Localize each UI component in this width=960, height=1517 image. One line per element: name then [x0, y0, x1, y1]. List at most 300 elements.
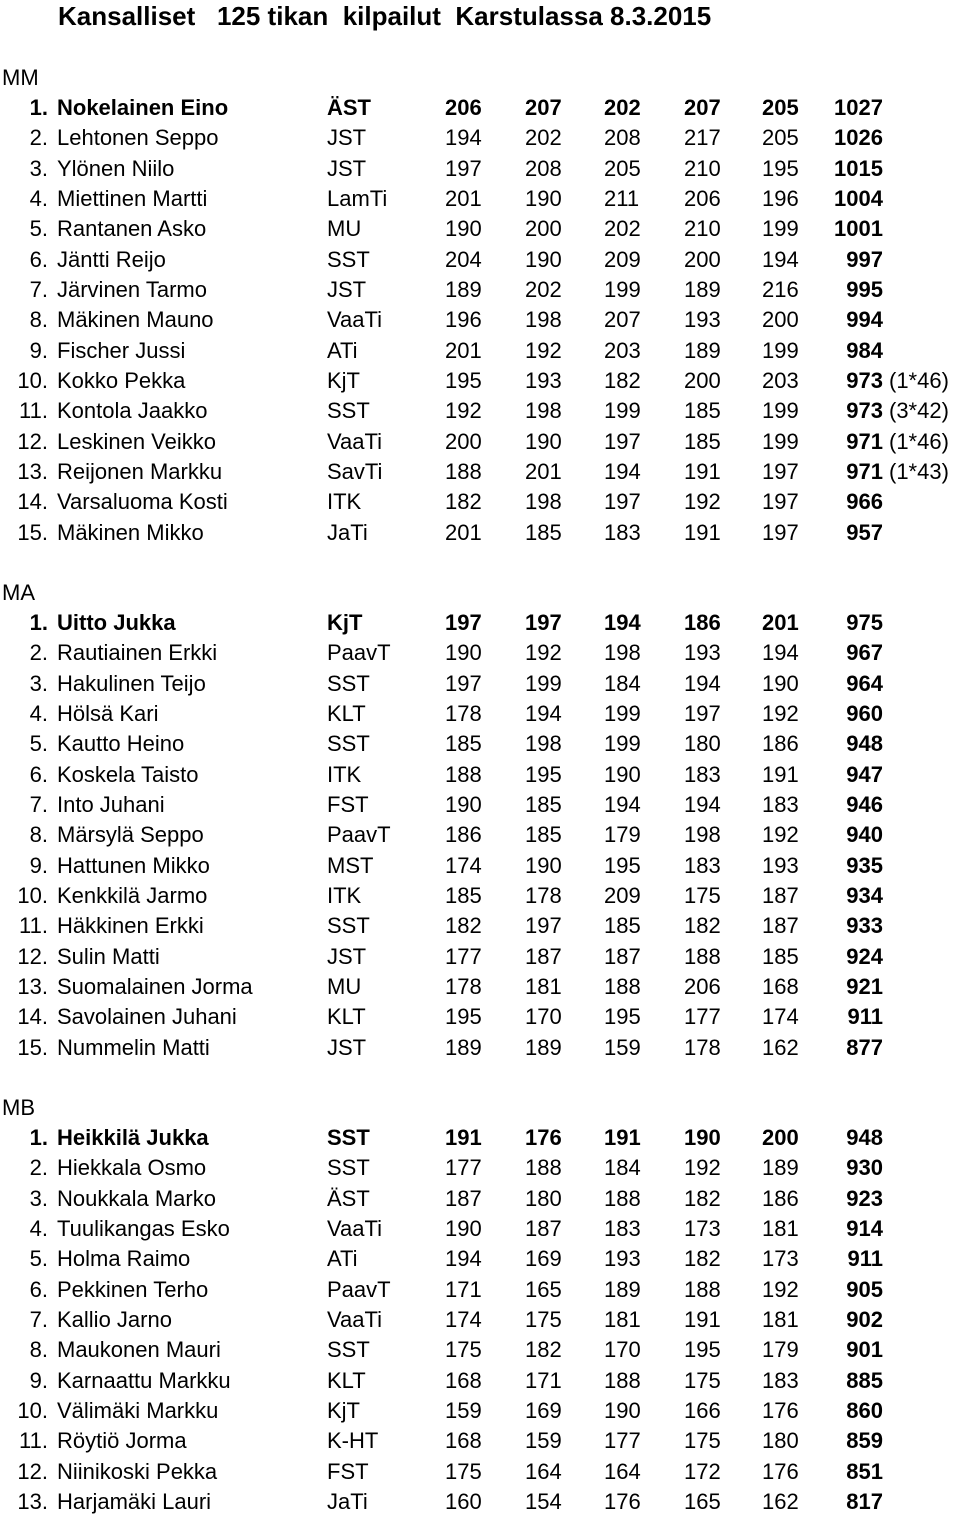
club-cell: ITK [327, 489, 362, 515]
total-cell: 948 [846, 731, 883, 757]
name-cell: Kenkkilä Jarmo [57, 883, 208, 908]
name-cell: Mäkinen Mikko [57, 519, 204, 545]
score-cell: 188 [525, 1155, 562, 1181]
score-cell: 179 [762, 1337, 799, 1363]
name-cell: Tuulikangas Esko [57, 1216, 230, 1241]
score-cell: 205 [762, 95, 799, 120]
score-cell: 185 [684, 398, 721, 424]
club-cell: ATi [327, 1246, 358, 1272]
result-row [0, 1123, 960, 1153]
score-cell: 186 [445, 822, 482, 848]
score-cell: 201 [445, 337, 482, 363]
score-cell: 190 [762, 670, 799, 696]
result-row [0, 427, 960, 457]
score-cell: 199 [604, 398, 641, 424]
name-cell: Märsylä Seppo [57, 822, 204, 848]
total-cell: 973 [846, 368, 883, 393]
score-cell: 183 [762, 1367, 799, 1393]
name-cell: Holma Raimo [57, 1246, 191, 1272]
score-cell: 206 [445, 95, 482, 120]
score-cell: 195 [762, 155, 799, 181]
score-cell: 190 [525, 852, 562, 878]
score-cell: 178 [525, 883, 562, 908]
score-cell: 187 [604, 943, 641, 969]
score-cell: 192 [684, 1155, 721, 1181]
score-cell: 200 [762, 307, 799, 333]
total-cell: 933 [846, 913, 883, 939]
score-cell: 200 [684, 246, 721, 272]
score-cell: 162 [762, 1034, 799, 1060]
tiebreak-note: (1*46) [889, 428, 949, 454]
result-row [0, 760, 960, 790]
score-cell: 188 [445, 459, 482, 484]
result-row [0, 396, 960, 426]
score-cell: 198 [525, 489, 562, 515]
score-cell: 196 [762, 186, 799, 211]
score-cell: 186 [762, 1185, 799, 1211]
score-cell: 209 [604, 246, 641, 272]
score-cell: 191 [445, 1125, 482, 1150]
score-cell: 170 [525, 1004, 562, 1030]
class-heading: MB [2, 1095, 35, 1120]
club-cell: ÄST [327, 95, 371, 120]
class-heading: MM [2, 65, 39, 90]
score-cell: 170 [604, 1337, 641, 1363]
score-cell: 187 [762, 883, 799, 908]
result-row [0, 457, 960, 487]
score-cell: 162 [762, 1489, 799, 1514]
score-cell: 189 [525, 1034, 562, 1060]
score-cell: 177 [445, 1155, 482, 1181]
score-cell: 176 [762, 1458, 799, 1484]
total-cell: 923 [846, 1185, 883, 1211]
score-cell: 187 [762, 913, 799, 939]
name-cell: Into Juhani [57, 792, 165, 817]
result-row [0, 820, 960, 850]
club-cell: MU [327, 216, 362, 242]
result-row [0, 1426, 960, 1456]
score-cell: 169 [525, 1246, 562, 1272]
rank-cell: 2. [29, 125, 48, 151]
club-cell: SST [327, 1125, 370, 1150]
score-cell: 202 [604, 216, 641, 242]
total-cell: 971 [846, 459, 883, 484]
score-cell: 164 [604, 1458, 641, 1484]
total-cell: 960 [846, 701, 883, 726]
total-cell: 1004 [834, 186, 883, 211]
club-cell: JST [327, 943, 367, 969]
club-cell: JaTi [327, 519, 368, 545]
score-cell: 185 [445, 883, 482, 908]
score-cell: 197 [445, 155, 482, 181]
name-cell: Häkkinen Erkki [57, 913, 204, 939]
club-cell: SST [327, 913, 370, 939]
score-cell: 175 [684, 1367, 721, 1393]
score-cell: 189 [445, 277, 482, 302]
club-cell: SST [327, 670, 370, 696]
result-row [0, 911, 960, 941]
score-cell: 197 [525, 913, 562, 939]
score-cell: 185 [762, 943, 799, 969]
name-cell: Maukonen Mauri [57, 1337, 221, 1363]
total-cell: 946 [846, 792, 883, 817]
total-cell: 995 [846, 277, 883, 302]
score-cell: 185 [525, 822, 562, 848]
score-cell: 187 [525, 943, 562, 969]
result-row [0, 1002, 960, 1032]
score-cell: 172 [684, 1458, 721, 1484]
score-cell: 194 [525, 701, 562, 726]
score-cell: 195 [604, 1004, 641, 1030]
rank-cell: 6. [29, 1276, 48, 1302]
score-cell: 184 [604, 670, 641, 696]
total-cell: 1027 [834, 95, 883, 120]
club-cell: KLT [327, 1004, 366, 1030]
score-cell: 195 [604, 852, 641, 878]
score-cell: 154 [525, 1489, 562, 1514]
name-cell: Nummelin Matti [57, 1034, 210, 1060]
score-cell: 210 [684, 155, 721, 181]
result-row [0, 366, 960, 396]
rank-cell: 15. [17, 1034, 48, 1060]
total-cell: 947 [846, 761, 883, 787]
score-cell: 178 [445, 701, 482, 726]
score-cell: 199 [762, 337, 799, 363]
rank-cell: 1. [29, 1125, 48, 1150]
total-cell: 817 [846, 1489, 883, 1514]
score-cell: 181 [604, 1307, 641, 1332]
total-cell: 994 [846, 307, 883, 333]
score-cell: 192 [762, 1276, 799, 1302]
score-cell: 164 [525, 1458, 562, 1484]
score-cell: 191 [684, 519, 721, 545]
score-cell: 171 [445, 1276, 482, 1302]
rank-cell: 5. [29, 216, 48, 242]
club-cell: PaavT [327, 1276, 391, 1302]
score-cell: 190 [445, 1216, 482, 1241]
rank-cell: 11. [19, 913, 48, 939]
score-cell: 190 [445, 640, 482, 666]
score-cell: 183 [684, 852, 721, 878]
score-cell: 186 [762, 731, 799, 757]
club-cell: JST [327, 1034, 367, 1060]
score-cell: 216 [762, 277, 799, 302]
score-cell: 182 [684, 1246, 721, 1272]
rank-cell: 4. [29, 1216, 48, 1241]
score-cell: 190 [445, 792, 482, 817]
result-row [0, 942, 960, 972]
score-cell: 195 [445, 368, 482, 393]
score-cell: 199 [604, 701, 641, 726]
score-cell: 188 [684, 1276, 721, 1302]
score-cell: 192 [684, 489, 721, 515]
total-cell: 860 [846, 1398, 883, 1423]
club-cell: SavTi [327, 459, 383, 484]
total-cell: 997 [846, 246, 883, 272]
score-cell: 160 [445, 1489, 482, 1514]
club-cell: ATi [327, 337, 358, 363]
score-cell: 188 [684, 943, 721, 969]
total-cell: 859 [846, 1428, 883, 1454]
club-cell: SST [327, 398, 370, 424]
club-cell: VaaTi [327, 307, 383, 333]
result-row [0, 972, 960, 1002]
score-cell: 184 [604, 1155, 641, 1181]
score-cell: 192 [762, 822, 799, 848]
score-cell: 197 [684, 701, 721, 726]
club-cell: JaTi [327, 1489, 368, 1514]
name-cell: Ylönen Niilo [57, 155, 175, 181]
score-cell: 180 [684, 731, 721, 757]
result-row [0, 1396, 960, 1426]
score-cell: 185 [525, 792, 562, 817]
score-cell: 177 [604, 1428, 641, 1454]
score-cell: 202 [604, 95, 641, 120]
score-cell: 198 [525, 731, 562, 757]
score-cell: 193 [684, 307, 721, 333]
name-cell: Hiekkala Osmo [57, 1155, 207, 1181]
score-cell: 191 [684, 1307, 721, 1332]
club-cell: PaavT [327, 822, 391, 848]
name-cell: Leskinen Veikko [57, 428, 216, 454]
score-cell: 188 [604, 1367, 641, 1393]
score-cell: 188 [604, 974, 641, 999]
rank-cell: 10. [17, 883, 48, 908]
club-cell: VaaTi [327, 1216, 383, 1241]
club-cell: MST [327, 852, 374, 878]
score-cell: 178 [684, 1034, 721, 1060]
club-cell: KjT [327, 610, 363, 635]
score-cell: 205 [604, 155, 641, 181]
score-cell: 190 [445, 216, 482, 242]
score-cell: 165 [684, 1489, 721, 1514]
rank-cell: 3. [29, 670, 48, 696]
result-row [0, 1457, 960, 1487]
name-cell: Kontola Jaakko [57, 398, 208, 424]
rank-cell: 1. [29, 95, 48, 120]
score-cell: 203 [762, 368, 799, 393]
rank-cell: 12. [17, 428, 48, 454]
score-cell: 199 [604, 277, 641, 302]
total-cell: 971 [846, 428, 883, 454]
result-row [0, 669, 960, 699]
total-cell: 930 [846, 1155, 883, 1181]
score-cell: 183 [762, 792, 799, 817]
score-cell: 195 [525, 761, 562, 787]
score-cell: 181 [762, 1216, 799, 1241]
rank-cell: 2. [29, 640, 48, 666]
result-row [0, 1184, 960, 1214]
name-cell: Jäntti Reijo [57, 246, 166, 272]
rank-cell: 13. [17, 1489, 48, 1514]
result-row [0, 305, 960, 335]
total-cell: 877 [846, 1034, 883, 1060]
score-cell: 190 [684, 1125, 721, 1150]
score-cell: 199 [762, 428, 799, 454]
club-cell: SST [327, 731, 370, 757]
name-cell: Rantanen Asko [57, 216, 207, 242]
score-cell: 194 [604, 792, 641, 817]
name-cell: Nokelainen Eino [57, 95, 229, 120]
score-cell: 193 [604, 1246, 641, 1272]
score-cell: 197 [525, 610, 562, 635]
score-cell: 159 [445, 1398, 482, 1423]
score-cell: 199 [762, 216, 799, 242]
result-row [0, 1305, 960, 1335]
score-cell: 201 [525, 459, 562, 484]
total-cell: 964 [846, 670, 883, 696]
rank-cell: 9. [29, 852, 48, 878]
result-row [0, 881, 960, 911]
rank-cell: 8. [29, 1337, 48, 1363]
total-cell: 902 [846, 1307, 883, 1332]
score-cell: 207 [604, 307, 641, 333]
rank-cell: 12. [17, 943, 48, 969]
club-cell: ÄST [327, 1185, 370, 1211]
result-row [0, 184, 960, 214]
club-cell: KjT [327, 1398, 360, 1423]
score-cell: 197 [762, 489, 799, 515]
rank-cell: 14. [17, 489, 48, 515]
score-cell: 190 [604, 761, 641, 787]
score-cell: 203 [604, 337, 641, 363]
name-cell: Karnaattu Markku [57, 1367, 231, 1393]
score-cell: 206 [684, 186, 721, 211]
name-cell: Röytiö Jorma [57, 1428, 187, 1454]
result-row [0, 851, 960, 881]
score-cell: 198 [684, 822, 721, 848]
score-cell: 179 [604, 822, 641, 848]
score-cell: 202 [525, 125, 562, 151]
score-cell: 197 [762, 459, 799, 484]
name-cell: Järvinen Tarmo [57, 277, 207, 302]
score-cell: 198 [525, 398, 562, 424]
score-cell: 182 [604, 368, 641, 393]
score-cell: 194 [604, 459, 641, 484]
result-row [0, 1366, 960, 1396]
club-cell: SST [327, 1155, 370, 1181]
score-cell: 165 [525, 1276, 562, 1302]
result-row [0, 1033, 960, 1063]
name-cell: Reijonen Markku [57, 459, 223, 484]
score-cell: 180 [525, 1185, 562, 1211]
score-cell: 190 [525, 186, 562, 211]
rank-cell: 13. [17, 974, 48, 999]
total-cell: 940 [846, 822, 883, 848]
score-cell: 199 [525, 670, 562, 696]
result-row [0, 608, 960, 638]
score-cell: 208 [604, 125, 641, 151]
score-cell: 195 [445, 1004, 482, 1030]
score-cell: 171 [525, 1367, 562, 1393]
total-cell: 914 [846, 1216, 883, 1241]
score-cell: 185 [445, 731, 482, 757]
score-cell: 197 [604, 489, 641, 515]
class-heading: MA [2, 580, 35, 605]
score-cell: 195 [684, 1337, 721, 1363]
name-cell: Harjamäki Lauri [57, 1489, 212, 1514]
total-cell: 975 [846, 610, 883, 635]
total-cell: 911 [847, 1004, 883, 1030]
score-cell: 211 [604, 186, 640, 211]
score-cell: 177 [684, 1004, 721, 1030]
name-cell: Mäkinen Mauno [57, 307, 214, 333]
score-cell: 175 [445, 1337, 482, 1363]
club-cell: VaaTi [327, 1307, 383, 1332]
rank-cell: 10. [17, 368, 48, 393]
score-cell: 168 [762, 974, 799, 999]
score-cell: 191 [684, 459, 721, 484]
total-cell: 1015 [834, 155, 883, 181]
score-cell: 188 [445, 761, 482, 787]
club-cell: SST [327, 246, 370, 272]
total-cell: 984 [846, 337, 883, 363]
result-row [0, 487, 960, 517]
score-cell: 200 [445, 428, 482, 454]
total-cell: 921 [846, 974, 883, 999]
result-row [0, 790, 960, 820]
rank-cell: 6. [29, 246, 48, 272]
score-cell: 189 [684, 277, 721, 302]
score-cell: 204 [445, 246, 482, 272]
result-row [0, 1335, 960, 1365]
result-row [0, 729, 960, 759]
club-cell: FST [327, 1458, 369, 1484]
score-cell: 175 [525, 1307, 562, 1332]
score-cell: 198 [525, 307, 562, 333]
name-cell: Uitto Jukka [57, 610, 176, 635]
name-cell: Kautto Heino [57, 731, 185, 757]
score-cell: 197 [604, 428, 641, 454]
score-cell: 183 [684, 761, 721, 787]
rank-cell: 2. [29, 1155, 48, 1181]
result-row [0, 1275, 960, 1305]
score-cell: 183 [604, 1216, 641, 1241]
total-cell: 851 [846, 1458, 883, 1484]
total-cell: 901 [846, 1337, 883, 1363]
total-cell: 957 [846, 519, 883, 545]
name-cell: Koskela Taisto [57, 761, 199, 787]
score-cell: 193 [684, 640, 721, 666]
name-cell: Niinikoski Pekka [57, 1458, 218, 1484]
score-cell: 199 [604, 731, 641, 757]
score-cell: 176 [604, 1489, 641, 1514]
club-cell: FST [327, 792, 369, 817]
tiebreak-note: (1*46) [889, 368, 949, 393]
score-cell: 192 [445, 398, 482, 424]
score-cell: 185 [684, 428, 721, 454]
club-cell: MU [327, 974, 362, 999]
total-cell: 1026 [834, 125, 883, 151]
score-cell: 189 [684, 337, 721, 363]
name-cell: Fischer Jussi [57, 337, 186, 363]
rank-cell: 13. [17, 459, 48, 484]
score-cell: 173 [762, 1246, 799, 1272]
rank-cell: 11. [19, 1428, 48, 1454]
score-cell: 207 [684, 95, 721, 120]
score-cell: 201 [762, 610, 799, 635]
club-cell: SST [327, 1337, 370, 1363]
score-cell: 175 [684, 1428, 721, 1454]
score-cell: 174 [445, 1307, 482, 1332]
result-row [0, 1487, 960, 1517]
score-cell: 166 [684, 1398, 721, 1423]
name-cell: Välimäki Markku [57, 1398, 219, 1423]
name-cell: Savolainen Juhani [57, 1004, 237, 1030]
club-cell: KjT [327, 368, 360, 393]
rank-cell: 11. [19, 398, 48, 424]
score-cell: 201 [445, 519, 482, 545]
